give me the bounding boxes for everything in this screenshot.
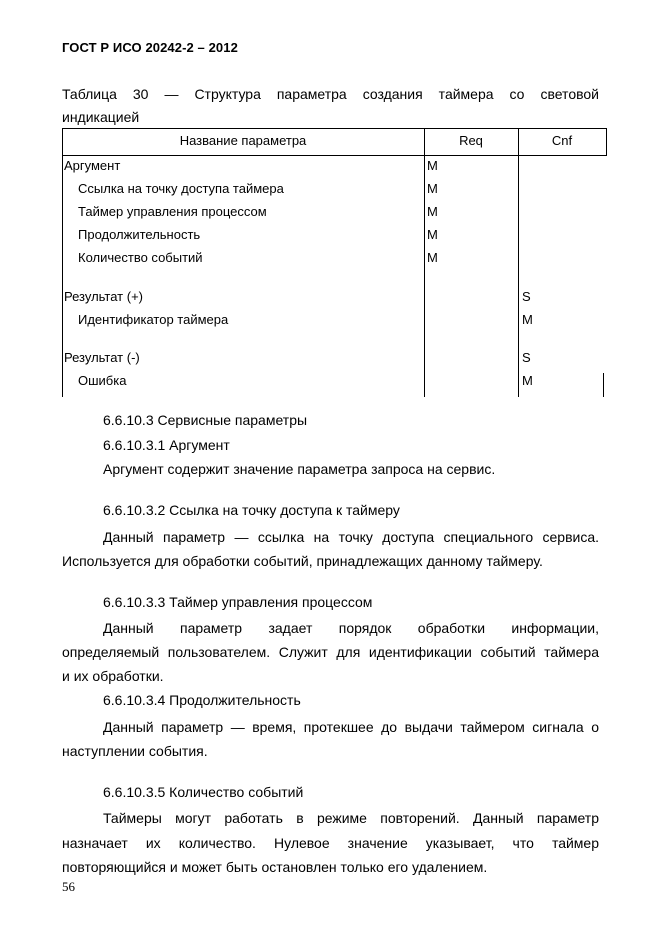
column-header-req: Req [459,133,483,148]
table-right-border-bottom [603,373,604,397]
table-row-cnf: S [522,289,531,304]
table-row-cnf: M [522,373,533,388]
column-divider-req [424,128,425,397]
paragraph-line: Таймеры могут работать в режиме повторений. Данный параметр [103,810,599,826]
column-divider-cnf [518,128,519,397]
table-row-name: Идентификатор таймера [78,312,229,327]
table-row-cnf: S [522,350,531,365]
table-caption [62,83,599,129]
section-heading: 6.6.10.3.1 Аргумент [103,437,230,453]
section-heading: 6.6.10.3.2 Ссылка на точку доступа к таймеру [103,502,400,518]
table-row-name: Продолжительность [78,227,201,242]
paragraph-line: Используется для обработки событий, принадлежащих данному таймеру. [62,553,543,569]
table-row-name: Результат (-) [64,350,140,365]
table-row-cnf: M [522,312,533,327]
column-header-cnf: Cnf [551,133,573,148]
table-left-border [62,128,63,397]
paragraph-line: Данный параметр задает порядок обработки информации, [103,620,599,636]
section-heading: 6.6.10.3.5 Количество событий [103,784,304,800]
paragraph-line: определяемый пользователем. Служит для идентификации событий таймера [62,644,599,660]
table-row-name: Таймер управления процессом [78,204,267,219]
table-row-req: M [427,158,438,173]
table-caption-line-1: Таблица 30 — Структура параметра создания таймера со световой [62,86,599,102]
table-row-req: M [427,227,438,242]
paragraph-line: Данный параметр — ссылка на точку доступа специального сервиса. [103,529,599,545]
parameter-table [62,128,607,397]
paragraph-line: Данный параметр — время, протекшее до выдачи таймером сигнала о [103,719,599,735]
document-header: ГОСТ Р ИСО 20242-2 – 2012 [62,40,238,55]
table-caption-line-2: индикацией [62,109,140,125]
table-row-name: Ссылка на точку доступа таймера [78,181,284,196]
table-row-name: Ошибка [78,373,127,388]
page-number: 56 [62,879,75,894]
table-header-divider [62,155,607,156]
column-header-name: Название параметра [179,133,307,148]
paragraph-line: и их обработки. [62,668,164,684]
table-row-req: M [427,204,438,219]
section-heading: 6.6.10.3.4 Продолжительность [103,692,301,708]
table-row-req: M [427,181,438,196]
paragraph-line: назначает их количество. Нулевое значение указывает, что таймер [62,835,599,851]
section-heading: 6.6.10.3.3 Таймер управления процессом [103,594,373,610]
table-top-border [62,128,607,129]
paragraph-line: Аргумент содержит значение параметра запроса на сервис. [103,461,496,477]
table-row-name: Аргумент [64,158,121,173]
paragraph-line: повторяющийся и может быть остановлен только его удалением. [62,859,488,875]
table-row-req: M [427,250,438,265]
table-row-name: Количество событий [78,250,203,265]
table-row-name: Результат (+) [64,289,143,304]
paragraph-line: наступлении события. [62,743,208,759]
table-right-border-top [606,128,607,156]
section-heading: 6.6.10.3 Сервисные параметры [103,412,308,428]
